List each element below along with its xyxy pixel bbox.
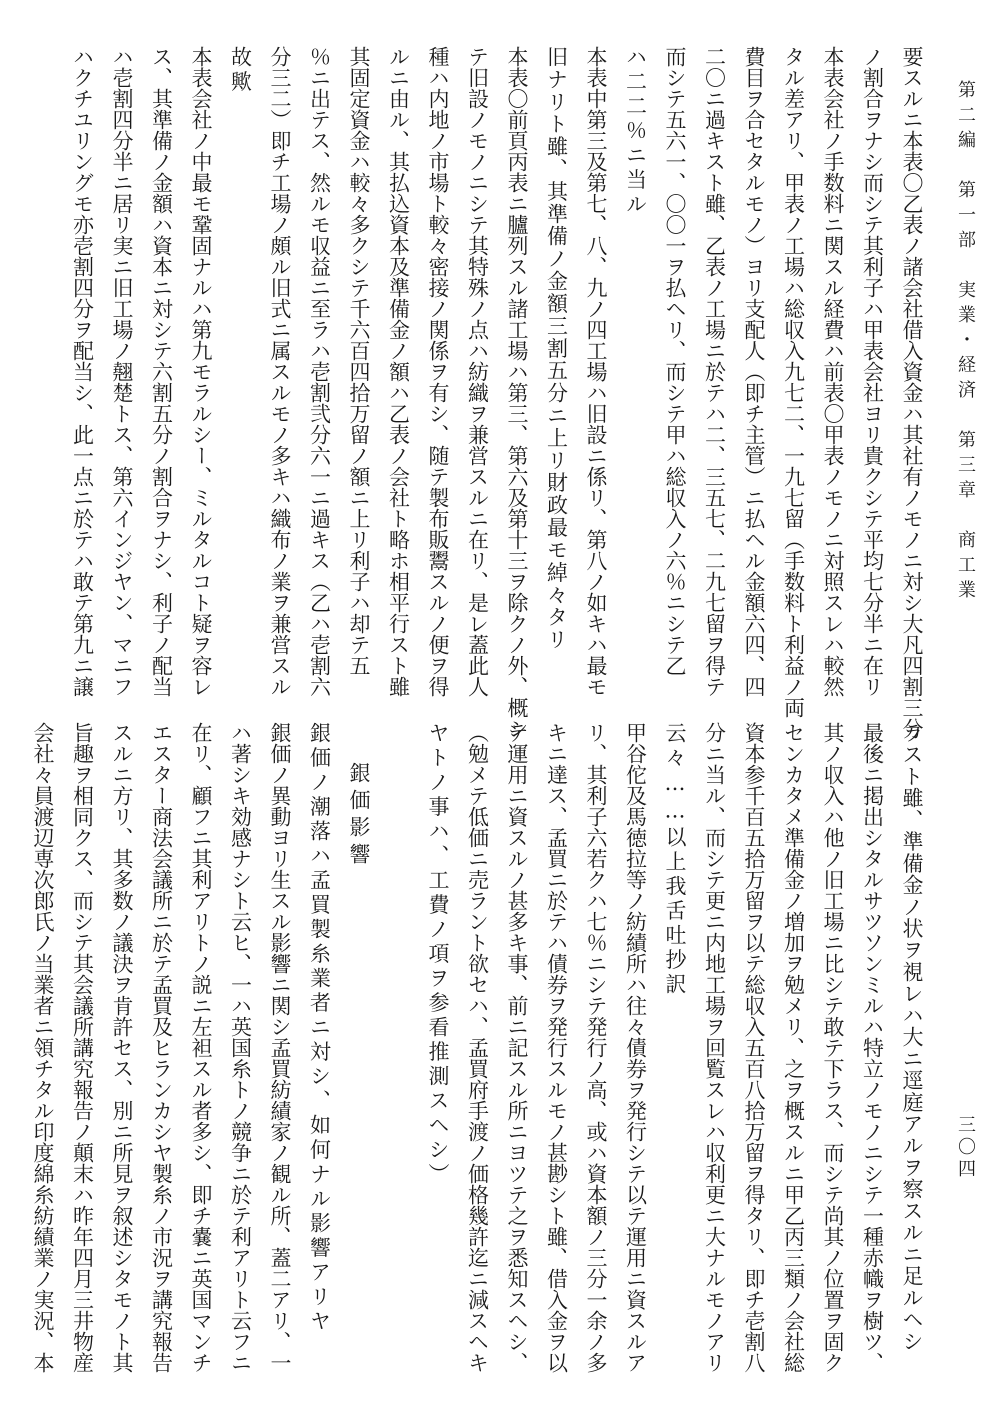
bottom-text-column-7: 云々……以上我舌吐抄訳 bbox=[663, 722, 687, 998]
top-text-column-15: 其固定資金ハ較々多クシテ千六百四拾万留ノ額ニ上リ利子ハ却テ五 bbox=[347, 46, 371, 676]
bottom-text-column-17: 銀価ノ異動ヨリ生スル影響ニ関シ孟買紡績家ノ観ル所、蓋二アリ、一 bbox=[268, 722, 292, 1373]
top-text-column-3: 本表会社ノ手数料ニ関スル経費ハ前表〇甲表ノモノニ対照スレハ較然 bbox=[821, 46, 845, 697]
bottom-text-column-2: 最後ニ掲出シタルサツソンミルハ特立ノモノニシテ一種赤幟ヲ樹ツ、 bbox=[860, 722, 885, 1373]
bottom-text-column-20: エスター商法会議所ニ於テ孟買及ヒランカシヤ製糸ノ市況ヲ講究報告 bbox=[149, 722, 174, 1373]
bottom-text-column-1: ラスト雖、準備金ノ状ヲ視レハ大ニ逕庭アルヲ察スルニ足ルヘシ bbox=[900, 722, 924, 1352]
running-header: 第二編 第一部 実業・経済 第三章 商工業 bbox=[955, 80, 976, 605]
bottom-text-column-13: ヤトノ事ハ、工費ノ項ヲ参看推測スヘシ） bbox=[426, 722, 450, 1188]
bottom-text-column-21: スルニ方リ、其多数ノ議決ヲ肯許セス、別ニ所見ヲ叙述シタモノト其 bbox=[110, 722, 134, 1373]
top-text-column-5: 費目ヲ合セタルモノ）ヨリ支配人（即チ主管）ニ払ヘル金額六四、四 bbox=[742, 46, 766, 697]
page-number: 三〇四 bbox=[955, 1115, 976, 1181]
bottom-text-column-5: 資本参千百五拾万留ヲ以テ総収入五百八拾万留ヲ得タリ、即チ壱割八 bbox=[742, 722, 766, 1373]
top-text-column-11: 本表〇前頁丙表ニ臚列スル諸工場ハ第三、第六及第十三ヲ除クノ外、概シ bbox=[505, 46, 529, 739]
top-text-column-7: 而シテ五六一、〇〇一ヲ払ヘリ、而シテ甲ハ総収入ノ六％ニシテ乙 bbox=[663, 46, 687, 676]
bottom-text-column-16: 銀価ノ潮落ハ孟買製糸業者ニ対シ、如何ナル影響アリヤ bbox=[307, 722, 332, 1335]
section-heading: 銀価影響 bbox=[347, 762, 371, 870]
top-text-column-12: テ旧設ノモノニシテ其特殊ノ点ハ紡織ヲ兼営スルニ在リ、是レ蓋此人 bbox=[465, 46, 490, 697]
top-text-column-2: ノ割合ヲナシ而シテ其利子ハ甲表会社ヨリ貴クシテ平均七分半ニ在リ bbox=[860, 46, 885, 697]
bottom-text-column-3: 其ノ収入ハ他ノ旧工場ニ比シテ敢テ下ラス、而シテ尚其ノ位置ヲ固ク bbox=[821, 722, 845, 1373]
top-text-column-9: 本表中第三及第七、八、九ノ四工場ハ旧設ニ係リ、第八ノ如キハ最モ bbox=[584, 46, 608, 697]
top-text-column-8: ハ二二％ニ当ル bbox=[623, 46, 648, 218]
top-text-column-6: 二〇ニ過キスト雖、乙表ノ工場ニ於テハ二、三五七、二九七留ヲ得テ bbox=[702, 46, 727, 697]
top-text-column-17: 分三二）即チ工場ノ頗ル旧式ニ属スルモノ多キハ織布ノ業ヲ兼営スル bbox=[268, 46, 292, 697]
bottom-text-column-11: テ運用ニ資スルノ甚多キ事、前ニ記スル所ニヨツテ之ヲ悉知スヘシ、 bbox=[505, 722, 529, 1373]
top-text-column-20: ス、其準備ノ金額ハ資本ニ対シテ六割五分ノ割合ヲナシ、利子ノ配当 bbox=[149, 46, 174, 697]
bottom-text-column-8: 甲谷佗及馬徳拉等ノ紡績所ハ往々債券ヲ発行シテ以テ運用ニ資スルア bbox=[623, 722, 648, 1373]
bottom-text-column-19: 在リ、顧フニ其利アリトノ説ニ左袒スル者多シ、即チ嚢ニ英国マンチ bbox=[189, 722, 213, 1373]
top-text-column-1: 要スルニ本表〇乙表ノ諸会社借入資金ハ其社有ノモノニ対シ大凡四割三分 bbox=[900, 46, 924, 739]
bottom-text-column-4: センカタメ準備金ノ増加ヲ勉メリ、之ヲ概スルニ甲乙丙三類ノ会社総 bbox=[781, 722, 806, 1373]
top-text-column-16: ％ニ出テス、然ルモ収益ニ至ラハ壱割弐分六一ニ過キス（乙ハ壱割六 bbox=[307, 46, 332, 697]
bottom-text-column-12: （勉メテ低価ニ売ラント欲セハ、孟買府手渡ノ価格幾許迄ニ減スヘキ bbox=[465, 722, 490, 1373]
top-text-column-18: 故歟 bbox=[228, 46, 253, 95]
bottom-text-column-23: 会社々員渡辺専次郎氏ノ当業者ニ領チタル印度綿糸紡績業ノ実況、本 bbox=[31, 722, 55, 1373]
top-text-column-21: ハ壱割四分半ニ居リ実ニ旧工場ノ翹楚トス、第六インジヤン、マニフ bbox=[110, 46, 134, 697]
top-text-column-14: ルニ由ル、其払込資本及準備金ノ額ハ乙表ノ会社ト略ホ相平行スト雖 bbox=[386, 46, 411, 697]
bottom-text-column-22: 旨趣ヲ相同クス、而シテ其会議所講究報告ノ顛末ハ昨年四月三井物産 bbox=[70, 722, 95, 1373]
top-text-column-22: ハクチユリングモ亦壱割四分ヲ配当シ、此一点ニ於テハ敢テ第九ニ譲 bbox=[70, 46, 95, 697]
top-text-column-19: 本表会社ノ中最モ鞏固ナルハ第九モラルシー、ミルタルコト疑ヲ容レ bbox=[189, 46, 213, 697]
bottom-text-column-10: キニ達ス、孟買ニ於テハ債券ヲ発行スルモノ甚尠シト雖、借入金ヲ以 bbox=[544, 722, 569, 1373]
bottom-text-column-6: 分ニ当ル、而シテ更ニ内地工場ヲ回覧スレハ収利更ニ大ナルモノアリ bbox=[702, 722, 727, 1373]
top-text-column-4: タル差アリ、甲表ノ工場ハ総収入九七二、一九七留（手数料ト利益ノ両 bbox=[781, 46, 806, 718]
bottom-text-column-18: ハ著シキ効感ナシト云ヒ、一ハ英国糸トノ競争ニ於テ利アリト云フニ bbox=[228, 722, 253, 1373]
top-text-column-13: 種ハ内地ノ市場ト較々密接ノ関係ヲ有シ、随テ製布販鬻スルノ便ヲ得 bbox=[426, 46, 450, 697]
top-text-column-10: 旧ナリト雖、其準備ノ金額三割五分ニ上リ財政最モ綽々タリ bbox=[544, 46, 569, 651]
bottom-text-column-9: リ、其利子六若クハ七％ニシテ発行ノ高、或ハ資本額ノ三分一余ノ多 bbox=[584, 722, 608, 1373]
